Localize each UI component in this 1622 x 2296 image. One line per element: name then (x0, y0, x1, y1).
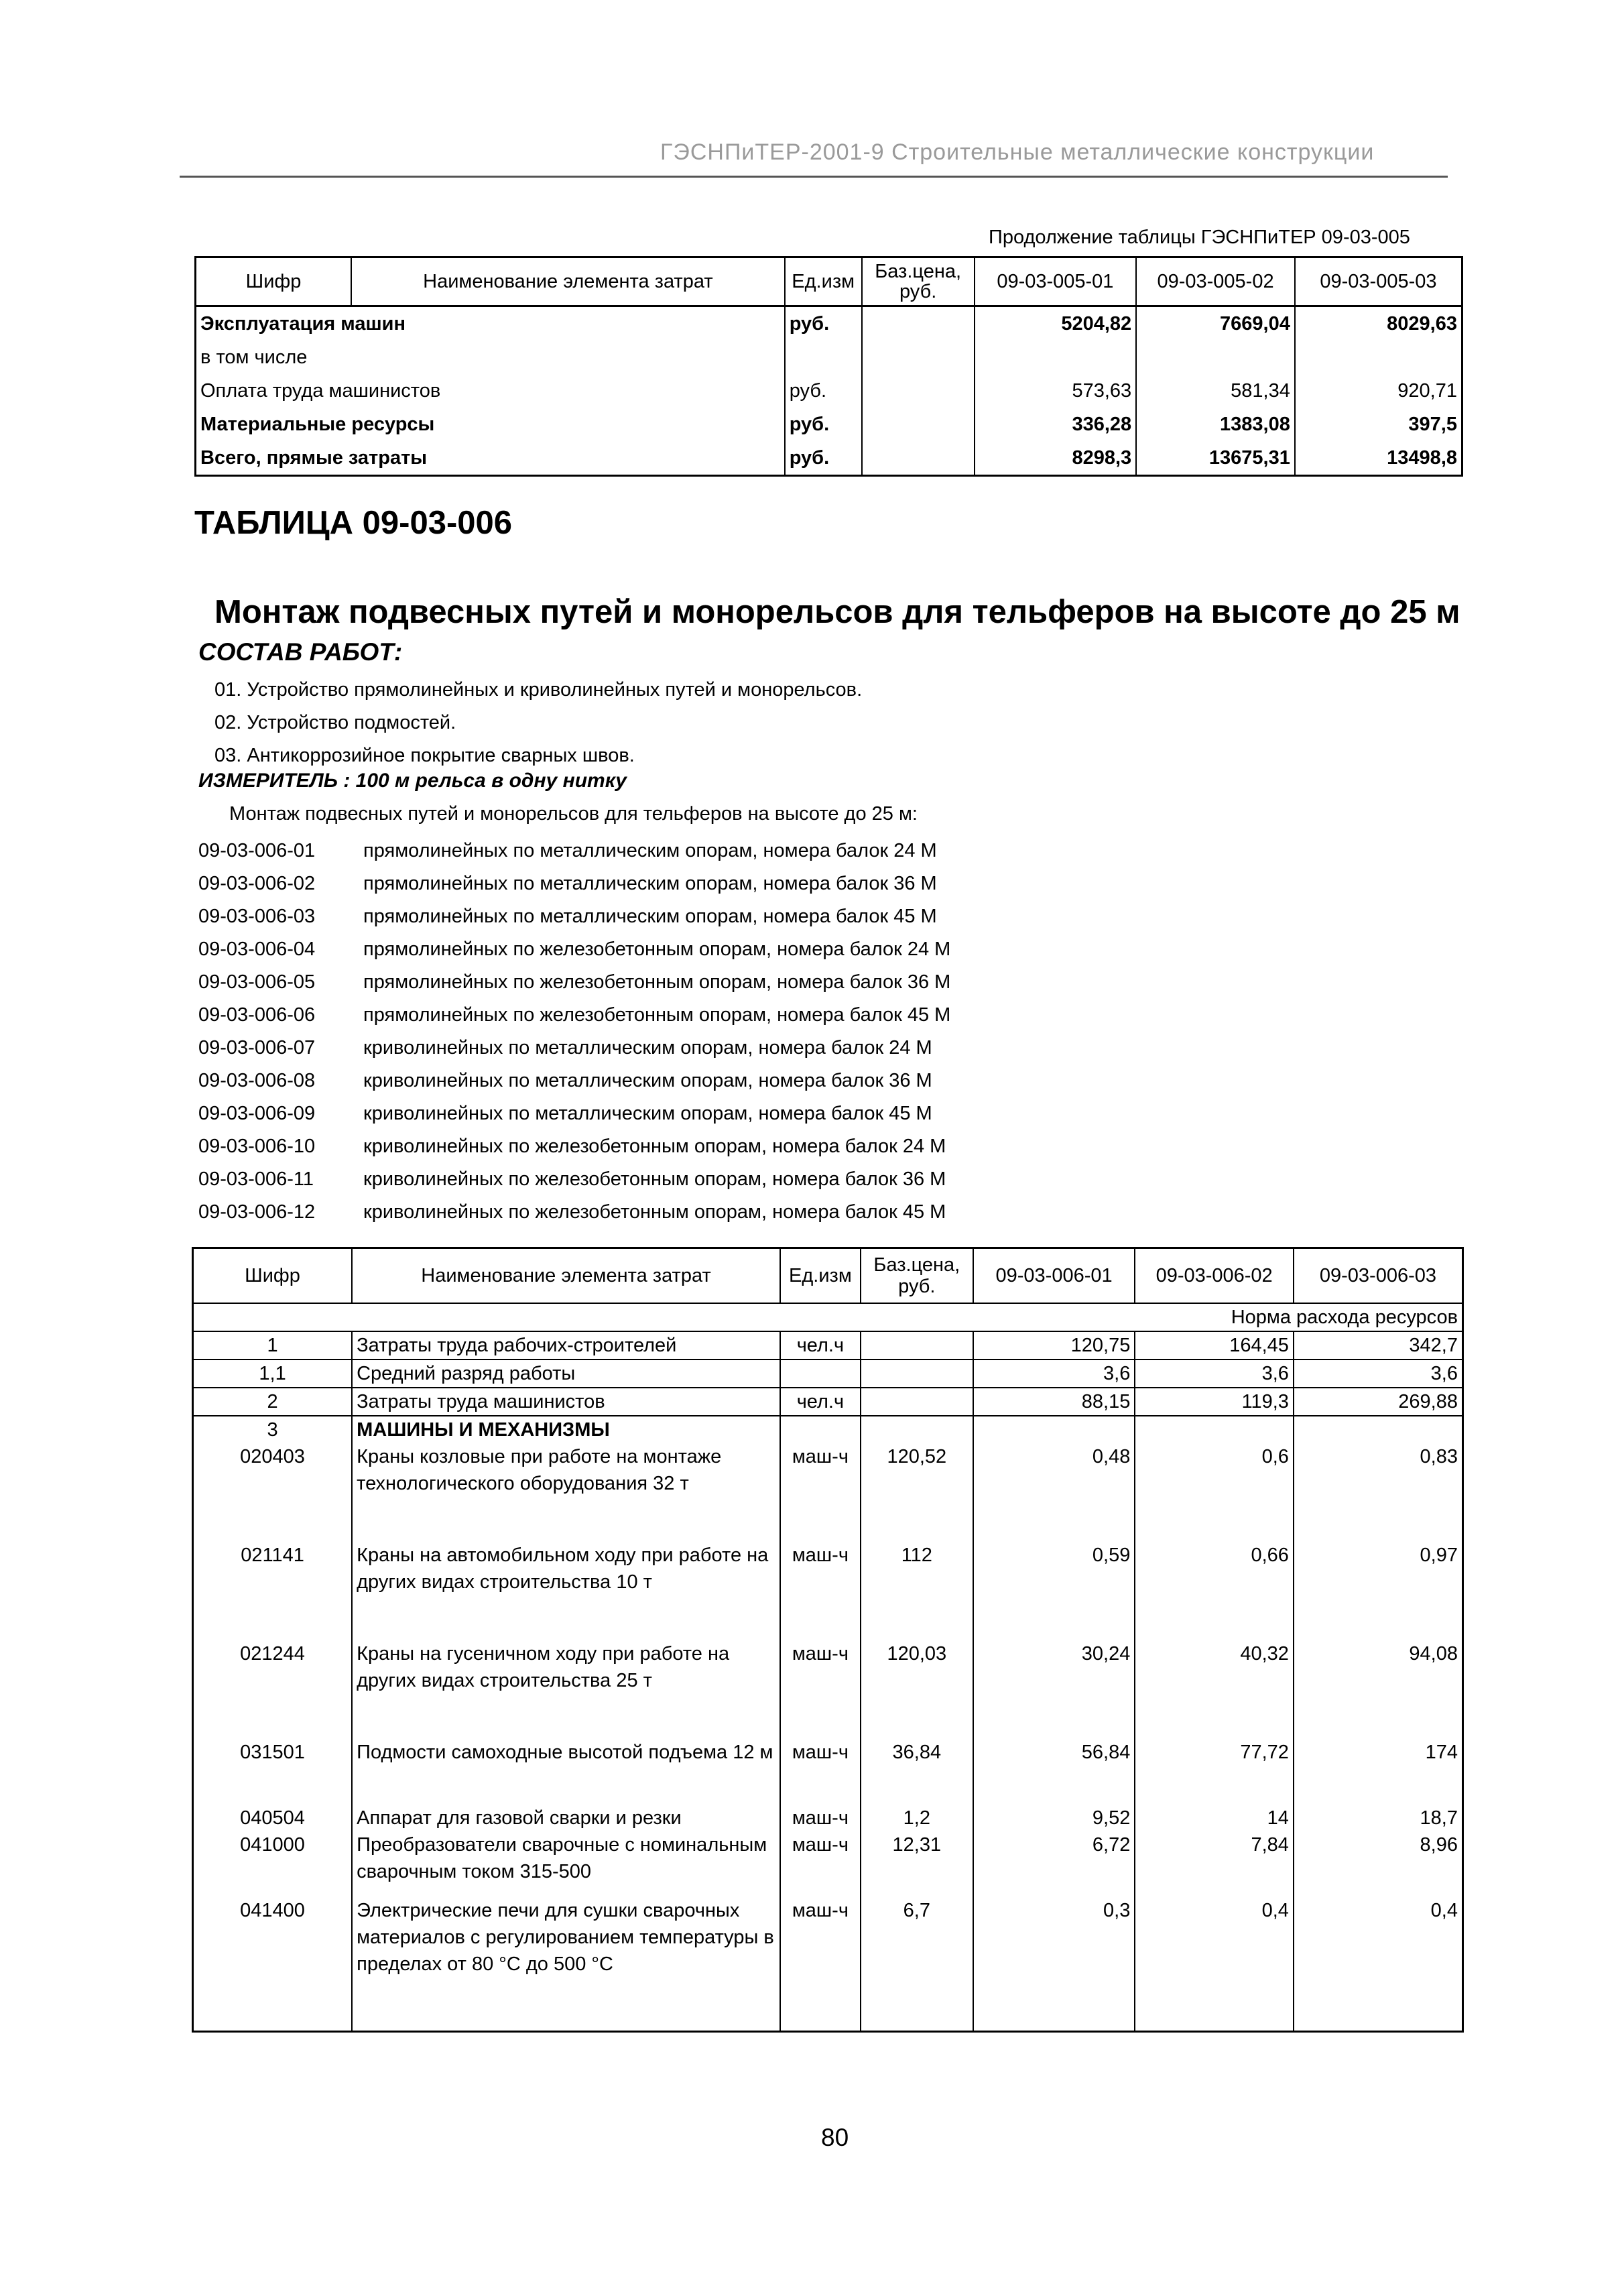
row-value-2: 3,6 (1135, 1360, 1294, 1388)
measurement-unit: ИЗМЕРИТЕЛЬ : 100 м рельса в одну нитку (198, 770, 627, 792)
table-row (193, 1388, 1463, 1416)
row-name: Краны на гусеничном ходу при работе на других видах строительства 25 т (352, 1640, 780, 1739)
col-header-variant-2: 09-03-006-02 (1135, 1248, 1294, 1304)
row-value-2 (1135, 1416, 1294, 1443)
col-header-code: Шифр (196, 257, 352, 306)
col-header-price: Баз.цена, руб. (862, 257, 975, 306)
variant-desc: прямолинейных по железобетонным опорам, номера балок 45 М (363, 1004, 951, 1026)
row-value-1: 88,15 (973, 1388, 1135, 1416)
row-value-2: 40,32 (1135, 1640, 1294, 1739)
row-value-3: 397,5 (1295, 408, 1462, 441)
table-row (193, 1897, 1463, 2031)
row-value-2: 0,4 (1135, 1897, 1294, 2031)
row-price: 120,03 (861, 1640, 973, 1739)
row-value-1 (973, 1416, 1135, 1443)
col-header-variant-1: 09-03-006-01 (973, 1248, 1135, 1304)
row-value-1: 120,75 (973, 1331, 1135, 1360)
row-code: 041000 (193, 1831, 353, 1897)
row-price: 112 (861, 1542, 973, 1640)
table-header-row (196, 257, 1462, 306)
row-name: Средний разряд работы (352, 1360, 780, 1388)
row-value-3: 269,88 (1294, 1388, 1463, 1416)
row-name: Подмости самоходные высотой подъема 12 м (352, 1739, 780, 1805)
row-value-2: 7669,04 (1136, 306, 1295, 341)
variant-row (198, 1163, 950, 1196)
header-rule (180, 176, 1448, 178)
continuation-caption: Продолжение таблицы ГЭСНПиТЕР 09-03-005 (989, 227, 1410, 248)
variant-code: 09-03-006-02 (198, 873, 316, 894)
variant-row (198, 999, 950, 1032)
row-value-2: 164,45 (1135, 1331, 1294, 1360)
row-value-1: 0,59 (973, 1542, 1135, 1640)
variants-intro: Монтаж подвесных путей и монорельсов для тельферов на высоте до 25 м: (229, 803, 918, 825)
variants-list (198, 835, 950, 1229)
row-name: Краны на автомобильном ходу при работе на других видах строительства 10 т (352, 1542, 780, 1640)
row-unit (780, 1416, 861, 1443)
variant-code: 09-03-006-07 (198, 1037, 316, 1059)
table-row (193, 1416, 1463, 1443)
row-unit (780, 1360, 861, 1388)
row-price (862, 441, 975, 476)
table-row (196, 341, 1462, 374)
row-name: Аппарат для газовой сварки и резки (352, 1805, 780, 1831)
table-row (196, 374, 1462, 408)
row-unit: руб. (785, 306, 862, 341)
row-name: Затраты труда рабочих-строителей (352, 1331, 780, 1360)
variant-desc: криволинейных по железобетонным опорам, номера балок 24 М (363, 1136, 946, 1157)
row-unit: маш-ч (780, 1805, 861, 1831)
table-row (193, 1360, 1463, 1388)
row-value-3 (1294, 1416, 1463, 1443)
row-value-1: 56,84 (973, 1739, 1135, 1805)
row-price: 6,7 (861, 1897, 973, 2031)
variant-row (198, 835, 950, 867)
work-item: 03. Антикоррозийное покрытие сварных швов. (214, 745, 635, 766)
table-row (193, 1640, 1463, 1739)
table-row (193, 1739, 1463, 1805)
variant-row (198, 900, 950, 933)
table-row (193, 1805, 1463, 1831)
row-value-1: 30,24 (973, 1640, 1135, 1739)
work-title: Монтаж подвесных путей и монорельсов для тельферов на высоте до 25 м (214, 594, 1460, 630)
col-header-variant-1: 09-03-005-01 (975, 257, 1137, 306)
variant-desc: прямолинейных по металлическим опорам, номера балок 36 М (363, 873, 937, 894)
row-value-2: 13675,31 (1136, 441, 1295, 476)
row-price: 12,31 (861, 1831, 973, 1897)
row-value-1: 0,48 (973, 1443, 1135, 1542)
variant-code: 09-03-006-12 (198, 1201, 316, 1223)
row-price (861, 1388, 973, 1416)
row-code: 2 (193, 1388, 353, 1416)
work-item: 01. Устройство прямолинейных и криволинейных путей и монорельсов. (214, 679, 863, 701)
col-header-name: Наименование элемента затрат (351, 257, 785, 306)
variant-code: 09-03-006-04 (198, 939, 316, 960)
row-value-1: 8298,3 (975, 441, 1137, 476)
row-code: 1,1 (193, 1360, 353, 1388)
row-name: Всего, прямые затраты (196, 441, 785, 476)
row-value-3: 13498,8 (1295, 441, 1462, 476)
row-price (862, 306, 975, 341)
variant-desc: криволинейных по металлическим опорам, номера балок 24 М (363, 1037, 932, 1059)
row-value-3: 18,7 (1294, 1805, 1463, 1831)
variant-desc: прямолинейных по металлическим опорам, номера балок 24 М (363, 840, 937, 861)
variant-code: 09-03-006-08 (198, 1070, 316, 1091)
row-name: в том числе (196, 341, 785, 374)
table-row (193, 1831, 1463, 1897)
variant-desc: прямолинейных по железобетонным опорам, номера балок 36 М (363, 971, 951, 993)
row-unit: руб. (785, 441, 862, 476)
row-unit: маш-ч (780, 1443, 861, 1542)
col-header-variant-3: 09-03-005-03 (1295, 257, 1462, 306)
row-unit: руб. (785, 374, 862, 408)
row-code: 021244 (193, 1640, 353, 1739)
table-row (193, 1331, 1463, 1360)
row-value-3: 0,97 (1294, 1542, 1463, 1640)
row-value-3: 342,7 (1294, 1331, 1463, 1360)
row-code: 021141 (193, 1542, 353, 1640)
row-value-2: 581,34 (1136, 374, 1295, 408)
variant-row (198, 1130, 950, 1163)
variant-row (198, 1032, 950, 1065)
variant-desc: криволинейных по железобетонным опорам, номера балок 36 М (363, 1168, 946, 1190)
row-code: 040504 (193, 1805, 353, 1831)
row-price: 36,84 (861, 1739, 973, 1805)
row-unit (785, 341, 862, 374)
table-row (196, 306, 1462, 341)
row-name: Преобразователи сварочные с номинальным сварочным током 315-500 (352, 1831, 780, 1897)
row-unit: маш-ч (780, 1542, 861, 1640)
row-price: 1,2 (861, 1805, 973, 1831)
variant-row (198, 867, 950, 900)
row-code: 3 (193, 1416, 353, 1443)
row-price (861, 1416, 973, 1443)
row-value-3: 3,6 (1294, 1360, 1463, 1388)
variant-code: 09-03-006-03 (198, 906, 316, 927)
table-row (196, 408, 1462, 441)
row-price (861, 1360, 973, 1388)
row-value-1 (975, 341, 1137, 374)
col-header-variant-3: 09-03-006-03 (1294, 1248, 1463, 1304)
row-value-2 (1136, 341, 1295, 374)
row-value-2: 0,6 (1135, 1443, 1294, 1542)
page-number: 80 (821, 2124, 849, 2151)
composition-heading: СОСТАВ РАБОТ: (198, 638, 403, 666)
works-list (214, 674, 862, 772)
row-price: 120,52 (861, 1443, 973, 1542)
col-header-unit: Ед.изм (785, 257, 862, 306)
table-row (193, 1443, 1463, 1542)
col-header-unit: Ед.изм (780, 1248, 861, 1304)
table-09-03-005-continuation (194, 256, 1463, 477)
variant-code: 09-03-006-10 (198, 1136, 316, 1157)
row-unit: маш-ч (780, 1739, 861, 1805)
row-value-1: 9,52 (973, 1805, 1135, 1831)
row-unit: руб. (785, 408, 862, 441)
row-value-2: 7,84 (1135, 1831, 1294, 1897)
row-value-2: 14 (1135, 1805, 1294, 1831)
row-price (862, 341, 975, 374)
row-unit: чел.ч (780, 1388, 861, 1416)
variant-code: 09-03-006-01 (198, 840, 316, 861)
table-header-row (193, 1248, 1463, 1304)
row-value-3: 0,83 (1294, 1443, 1463, 1542)
row-value-1: 0,3 (973, 1897, 1135, 2031)
row-value-1: 336,28 (975, 408, 1137, 441)
row-code: 020403 (193, 1443, 353, 1542)
norm-label: Норма расхода ресурсов (193, 1303, 1463, 1331)
row-name: Электрические печи для сушки сварочных материалов с регулированием температуры в пределах от 80 °С до 500 °С (352, 1897, 780, 2031)
row-unit: маш-ч (780, 1640, 861, 1739)
row-name: МАШИНЫ И МЕХАНИЗМЫ (352, 1416, 780, 1443)
variant-code: 09-03-006-06 (198, 1004, 316, 1026)
row-value-1: 3,6 (973, 1360, 1135, 1388)
row-price (861, 1331, 973, 1360)
variant-row (198, 966, 950, 999)
col-header-variant-2: 09-03-005-02 (1136, 257, 1295, 306)
table-title: ТАБЛИЦА 09-03-006 (194, 505, 513, 541)
variant-code: 09-03-006-09 (198, 1103, 316, 1124)
row-value-1: 6,72 (973, 1831, 1135, 1897)
row-unit: маш-ч (780, 1831, 861, 1897)
variant-desc: прямолинейных по металлическим опорам, номера балок 45 М (363, 906, 937, 927)
running-header: ГЭСНПиТЕР-2001-9 Строительные металлические конструкции (660, 139, 1375, 165)
variant-desc: криволинейных по железобетонным опорам, номера балок 45 М (363, 1201, 946, 1223)
row-name: Эксплуатация машин (196, 306, 785, 341)
row-price (862, 408, 975, 441)
row-value-3: 94,08 (1294, 1640, 1463, 1739)
row-value-2: 1383,08 (1136, 408, 1295, 441)
variant-row (198, 933, 950, 966)
variant-code: 09-03-006-05 (198, 971, 316, 993)
row-value-3: 8,96 (1294, 1831, 1463, 1897)
row-value-3 (1295, 341, 1462, 374)
row-name: Затраты труда машинистов (352, 1388, 780, 1416)
row-price (862, 374, 975, 408)
work-item: 02. Устройство подмостей. (214, 712, 456, 733)
row-value-2: 119,3 (1135, 1388, 1294, 1416)
table-row (193, 1542, 1463, 1640)
row-value-1: 5204,82 (975, 306, 1137, 341)
col-header-code: Шифр (193, 1248, 353, 1304)
norm-row (193, 1303, 1463, 1331)
variant-row (198, 1097, 950, 1130)
row-unit: чел.ч (780, 1331, 861, 1360)
row-value-2: 77,72 (1135, 1739, 1294, 1805)
table-row (196, 441, 1462, 476)
row-value-3: 0,4 (1294, 1897, 1463, 2031)
row-name: Оплата труда машинистов (196, 374, 785, 408)
variant-desc: криволинейных по металлическим опорам, номера балок 36 М (363, 1070, 932, 1091)
col-header-name: Наименование элемента затрат (352, 1248, 780, 1304)
row-value-3: 920,71 (1295, 374, 1462, 408)
variant-row (198, 1065, 950, 1097)
row-value-3: 174 (1294, 1739, 1463, 1805)
row-value-2: 0,66 (1135, 1542, 1294, 1640)
row-value-3: 8029,63 (1295, 306, 1462, 341)
variant-desc: криволинейных по металлическим опорам, номера балок 45 М (363, 1103, 932, 1124)
table-09-03-006 (192, 1247, 1464, 2033)
col-header-price: Баз.цена, руб. (861, 1248, 973, 1304)
row-value-1: 573,63 (975, 374, 1137, 408)
row-unit: маш-ч (780, 1897, 861, 2031)
row-code: 031501 (193, 1739, 353, 1805)
variant-desc: прямолинейных по железобетонным опорам, номера балок 24 М (363, 939, 951, 960)
variant-row (198, 1196, 950, 1229)
row-code: 041400 (193, 1897, 353, 2031)
row-name: Краны козловые при работе на монтаже технологического оборудования 32 т (352, 1443, 780, 1542)
row-code: 1 (193, 1331, 353, 1360)
row-name: Материальные ресурсы (196, 408, 785, 441)
variant-code: 09-03-006-11 (198, 1168, 314, 1190)
